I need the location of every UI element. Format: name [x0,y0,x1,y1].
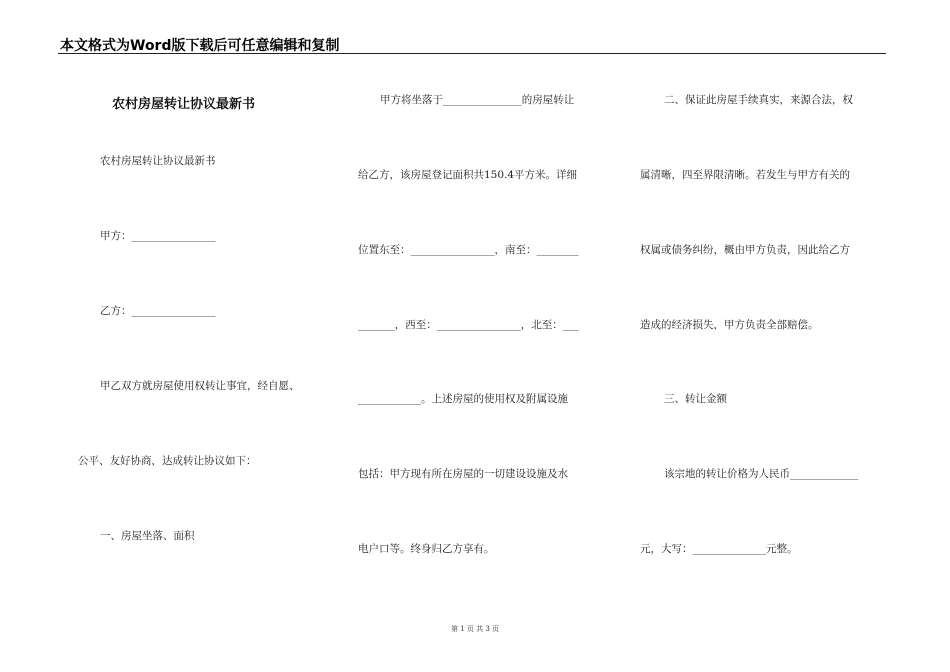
col3-section-3-heading: 三、转让金额 [664,393,727,405]
col3-price-line: 该宗地的转让价格为人民币_____________ [664,468,859,480]
col2-line-6: 包括：甲方现有所在房屋的一切建设设施及水 [358,468,568,480]
col1-line-1: 农村房屋转让协议最新书 [100,155,216,167]
header-divider [58,53,886,54]
col1-line-5: 公平、友好协商，达成转让协议如下： [78,455,257,467]
col1-line-4: 甲乙双方就房屋使用权转让事宜，经自愿、 [100,380,300,392]
document-title: 农村房屋转让协议最新书 [112,97,256,112]
col2-line-7: 电户口等。终身归乙方享有。 [358,543,495,555]
col3-amount-words: 元，大写：______________元整。 [640,543,798,555]
page-number: 第 1 页 共 3 页 [450,625,500,633]
col2-line-3: 位置东至：________________，南至：________ [358,244,579,256]
col1-section-1-heading: 一、房屋坐落、面积 [100,530,195,542]
col2-line-1: 甲方将坐落于_______________的房屋转让 [380,94,575,106]
col1-party-b: 乙方：________________ [100,305,216,317]
col3-line-4: 造成的经济损失，甲方负责全部赔偿。 [640,319,819,331]
col2-line-5: ____________。上述房屋的使用权及附属设施 [358,393,568,405]
col2-line-4: _______，西至：________________，北至：___ [358,319,579,331]
col1-party-a: 甲方：________________ [100,230,216,242]
document-header-note: 本文格式为Word版下载后可任意编辑和复制 [60,38,340,54]
col2-line-2: 给乙方，该房屋登记面积共150.4平方米。详细 [358,169,578,181]
col3-line-2: 属清晰，四至界限清晰。若发生与甲方有关的 [640,169,850,181]
col3-line-3: 权属或债务纠纷，概由甲方负责，因此给乙方 [640,244,850,256]
col3-section-2-line-1: 二、保证此房屋手续真实，来源合法，权 [664,94,853,106]
